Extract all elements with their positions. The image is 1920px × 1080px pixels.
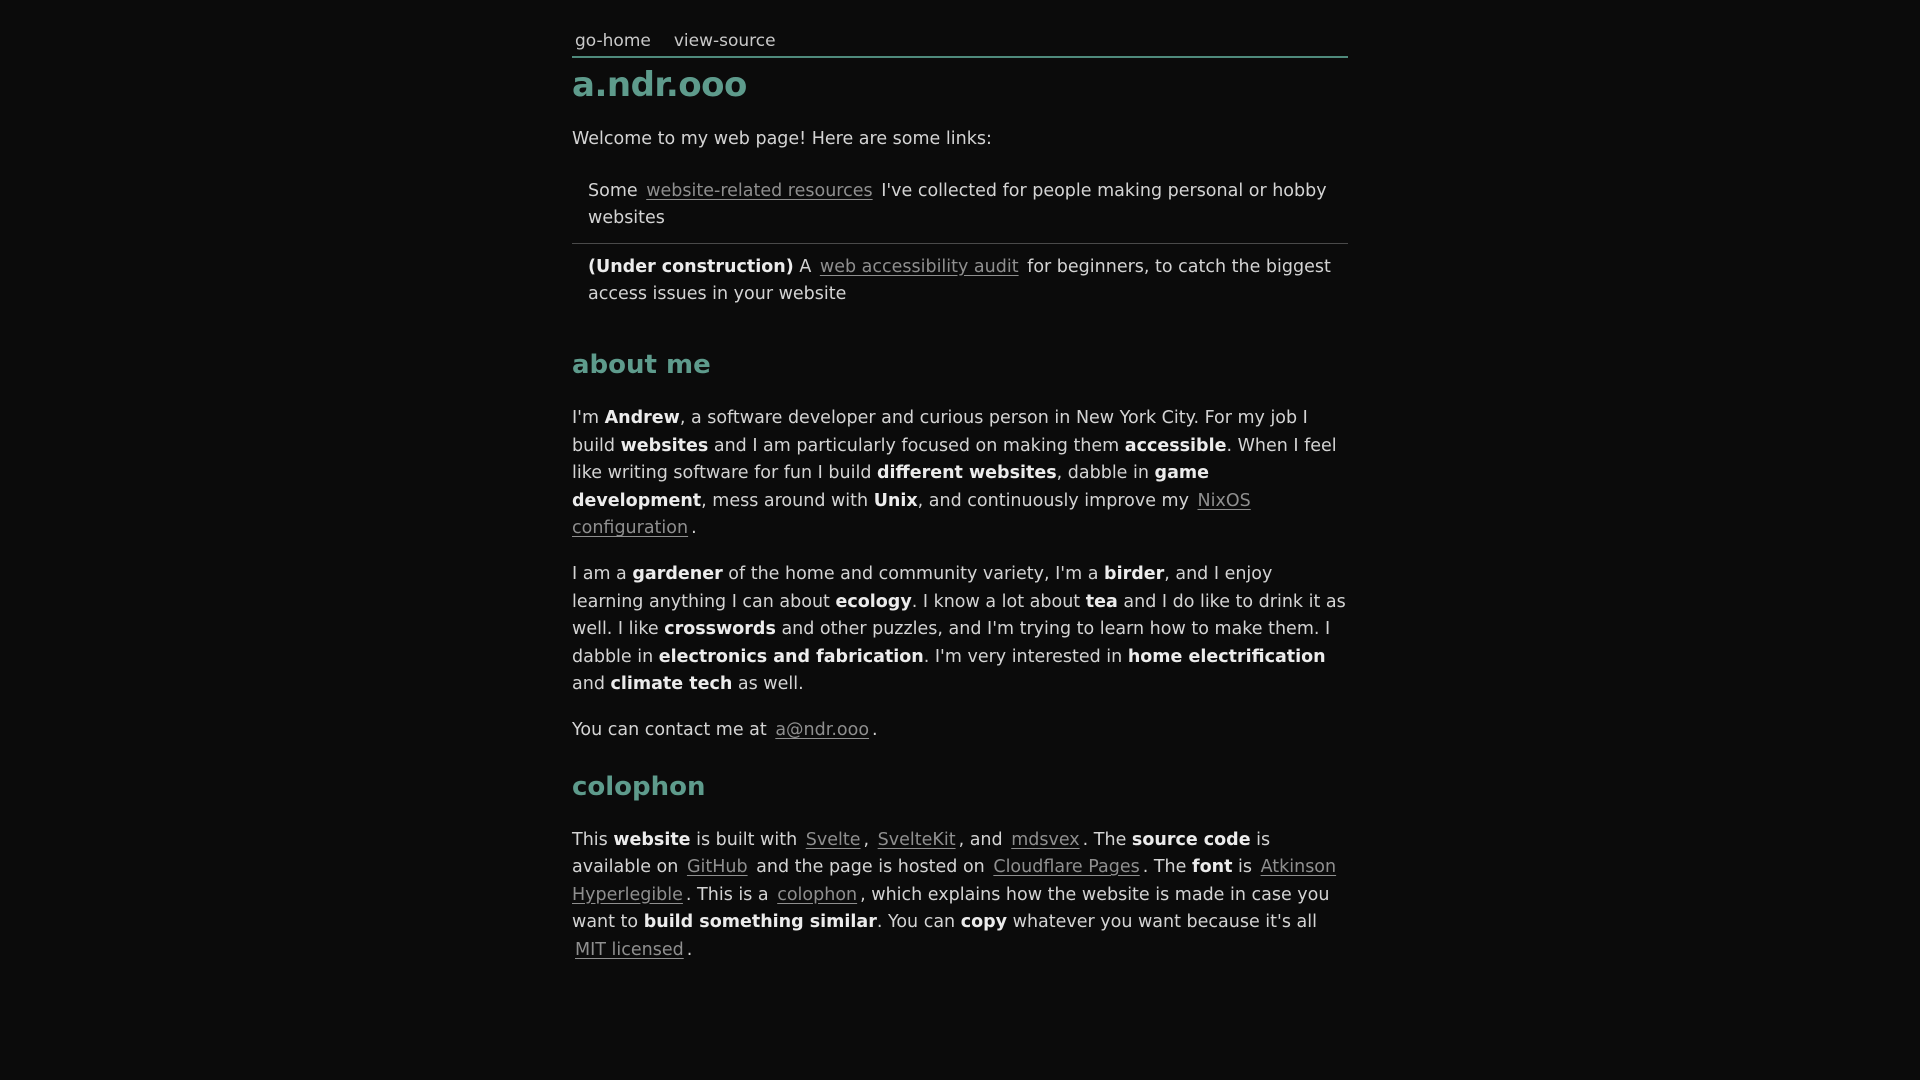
github-link[interactable]: GitHub	[686, 857, 748, 878]
under-construction-label: (Under construction)	[588, 256, 794, 277]
resources-link[interactable]: website-related resources	[646, 180, 873, 201]
cloudflare-pages-link[interactable]: Cloudflare Pages	[993, 857, 1140, 878]
nav-go-home-link[interactable]: go-home	[575, 31, 651, 51]
intro-text: Welcome to my web page! Here are some links:	[572, 129, 992, 149]
about-paragraph-2: I am a gardener of the home and community variety, I'm a birder, and I enjoy learning anything I can about ecology. I know a lot about tea and I do like to drink it as well. I like crosswords and other puzzles, and I'm trying to learn how to make them. I dabble in electronics and fabrication. I'm very interested in home electrification and climate tech as well.	[572, 563, 1346, 695]
email-link[interactable]: a@ndr.ooo	[775, 719, 870, 740]
page-content	[572, 28, 1348, 964]
mdsvex-link[interactable]: mdsvex	[1011, 829, 1080, 850]
link-card-audit: (Under construction) A web accessibility audit for beginners, to catch the biggest access issues in your website	[572, 243, 1348, 319]
mit-license-link[interactable]: MIT licensed	[575, 939, 684, 960]
link-card-resources: Some website-related resources I've collected for people making personal or hobby websites	[588, 180, 1327, 229]
colophon-link[interactable]: colophon	[777, 884, 858, 905]
about-paragraph-1: I'm Andrew, a software developer and curious person in New York City. For my job I build websites and I am particularly focused on making them accessible. When I feel like writing software for fun I build different websites, dabble in game development, mess around with Unix, and continuously improve my NixOS configuration .	[572, 407, 1337, 539]
nav-view-source-link[interactable]: view-source	[673, 31, 776, 51]
link-list	[572, 168, 1348, 319]
site-title: a.ndr.ooo	[572, 65, 747, 105]
colophon-heading: colophon	[572, 771, 706, 802]
colophon-paragraph: This website is built with Svelte , SvelteKit , and mdsvex . The source code is available on GitHub and the page is hosted on Cloudflare Pages . The font is Atkinson Hyperlegible . This is a colophon , which explains how the website is made in case you want to build something similar. You can copy whatever you want because it's all MIT licensed .	[572, 829, 1337, 960]
nixos-config-link[interactable]: NixOS configuration	[572, 490, 1251, 539]
about-heading: about me	[572, 349, 711, 380]
sveltekit-link[interactable]: SvelteKit	[877, 829, 956, 850]
svelte-link[interactable]: Svelte	[805, 829, 861, 850]
atkinson-font-link[interactable]: Atkinson Hyperlegible	[572, 857, 1337, 905]
audit-link[interactable]: web accessibility audit	[819, 256, 1019, 277]
top-nav	[572, 28, 1348, 58]
contact-paragraph: You can contact me at a@ndr.ooo .	[572, 719, 878, 740]
